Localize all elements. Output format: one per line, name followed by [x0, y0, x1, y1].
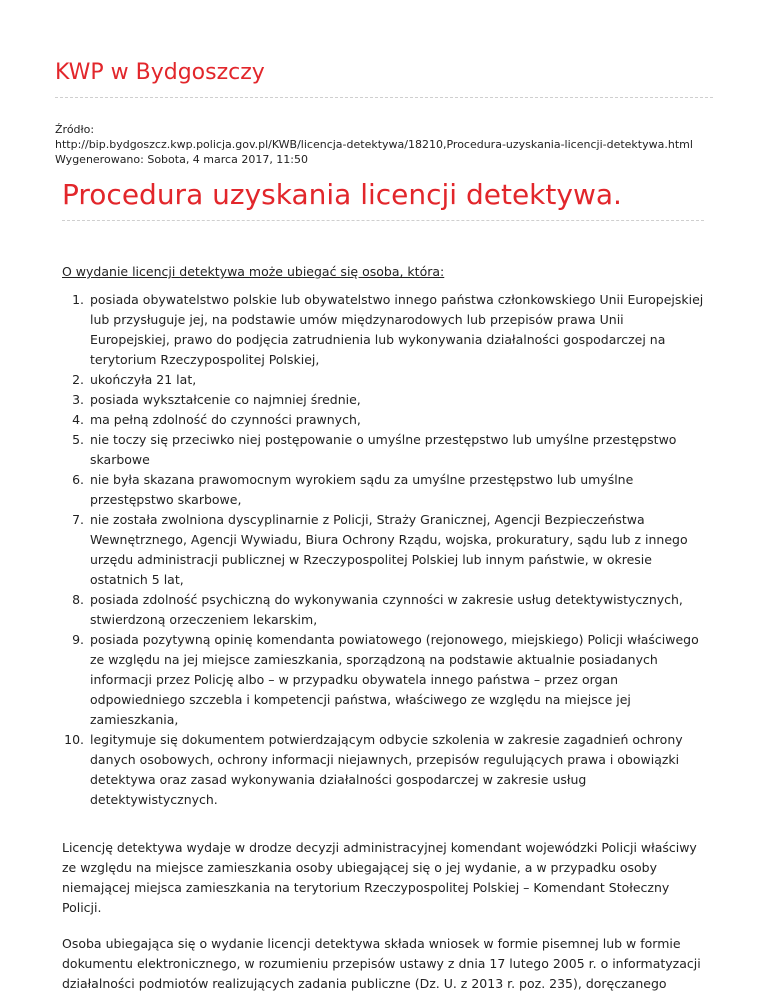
- list-item: 5. nie toczy się przeciwko niej postępowanie o umyślne przestępstwo lub umyślne przestępstwo skarbowe: [88, 430, 707, 470]
- title-divider: [62, 220, 704, 221]
- document-title: Procedura uzyskania licencji detektywa.: [62, 178, 622, 211]
- site-title: KWP w Bydgoszczy: [55, 60, 265, 85]
- document-body: [62, 262, 707, 994]
- source-url: http://bip.bydgoszcz.kwp.policja.gov.pl/KWB/licencja-detektywa/18210,Procedura-uzyskania-licencji-detektywa.html: [55, 138, 693, 151]
- source-label: Źródło:: [55, 123, 95, 136]
- list-item: 10. legitymuje się dokumentem potwierdzającym odbycie szkolenia w zakresie zagadnień ochrony danych osobowych, ochrony informacji niejawnych, przepisów regulujących prawa i obowiązki detektywa oraz zasad wykonywania działalności gospodarczej w zakresie usług detektywistycznych.: [88, 730, 707, 810]
- list-item: 7. nie została zwolniona dyscyplinarnie z Policji, Straży Granicznej, Agencji Bezpieczeństwa Wewnętrznego, Agencji Wywiadu, Biura Ochrony Rządu, wojska, prokuratury, sądu lub z innego urzędu administracji publicznej w Rzeczypospolitej Polskiej lub innym państwie, w okresie ostatnich 5 lat,: [88, 510, 707, 590]
- paragraph-issuing-authority: Licencję detektywa wydaje w drodze decyzji administracyjnej komendant wojewódzki Policji właściwy ze względu na miejsce zamieszkania osoby ubiegającej się o jej wydanie, a w przypadku osoby niemającej miejsca zamieszkania na terytorium Rzeczypospolitej Polskiej – Komendant Stołeczny Policji.: [62, 840, 697, 915]
- list-item: 3. posiada wykształcenie co najmniej średnie,: [88, 390, 707, 410]
- list-item: 4. ma pełną zdolność do czynności prawnych,: [88, 410, 707, 430]
- conditions-list: [62, 290, 707, 810]
- list-item: 1. posiada obywatelstwo polskie lub obywatelstwo innego państwa członkowskiego Unii Europejskiej lub przysługuje jej, na podstawie umów międzynarodowych lub przepisów prawa Unii Europejskiej, prawo do podjęcia zatrudnienia lub wykonywania działalności gospodarczej na terytorium Rzeczypospolitej Polskiej,: [88, 290, 707, 370]
- list-item: 2. ukończyła 21 lat,: [88, 370, 707, 390]
- paragraph-application: Osoba ubiegająca się o wydanie licencji detektywa składa wniosek w formie pisemnej lub w formie dokumentu elektronicznego, w rozumieniu przepisów ustawy z dnia 17 lutego 2005 r. o informatyzacji działalności podmiotów realizujących zadania publiczne (Dz. U. z 2013 r. poz. 235), doręczanego: [62, 936, 701, 991]
- generated-timestamp: Wygenerowano: Sobota, 4 marca 2017, 11:50: [55, 153, 309, 166]
- list-item: 8. posiada zdolność psychiczną do wykonywania czynności w zakresie usług detektywistycznych, stwierdzoną orzeczeniem lekarskim,: [88, 590, 707, 630]
- conditions-intro: O wydanie licencji detektywa może ubiegać się osoba, która:: [62, 264, 445, 279]
- header-divider: [55, 97, 713, 98]
- list-item: 6. nie była skazana prawomocnym wyrokiem sądu za umyślne przestępstwo lub umyślne przestępstwo skarbowe,: [88, 470, 707, 510]
- list-item: 9. posiada pozytywną opinię komendanta powiatowego (rejonowego, miejskiego) Policji właściwego ze względu na jej miejsce zamieszkania, sporządzoną na podstawie aktualnie posiadanych informacji przez Policję albo – w przypadku obywatela innego państwa – przez organ odpowiedniego szczebla i kompetencji państwa, właściwego ze względu na miejsce jej zamieszkania,: [88, 630, 707, 730]
- source-meta: [55, 122, 693, 167]
